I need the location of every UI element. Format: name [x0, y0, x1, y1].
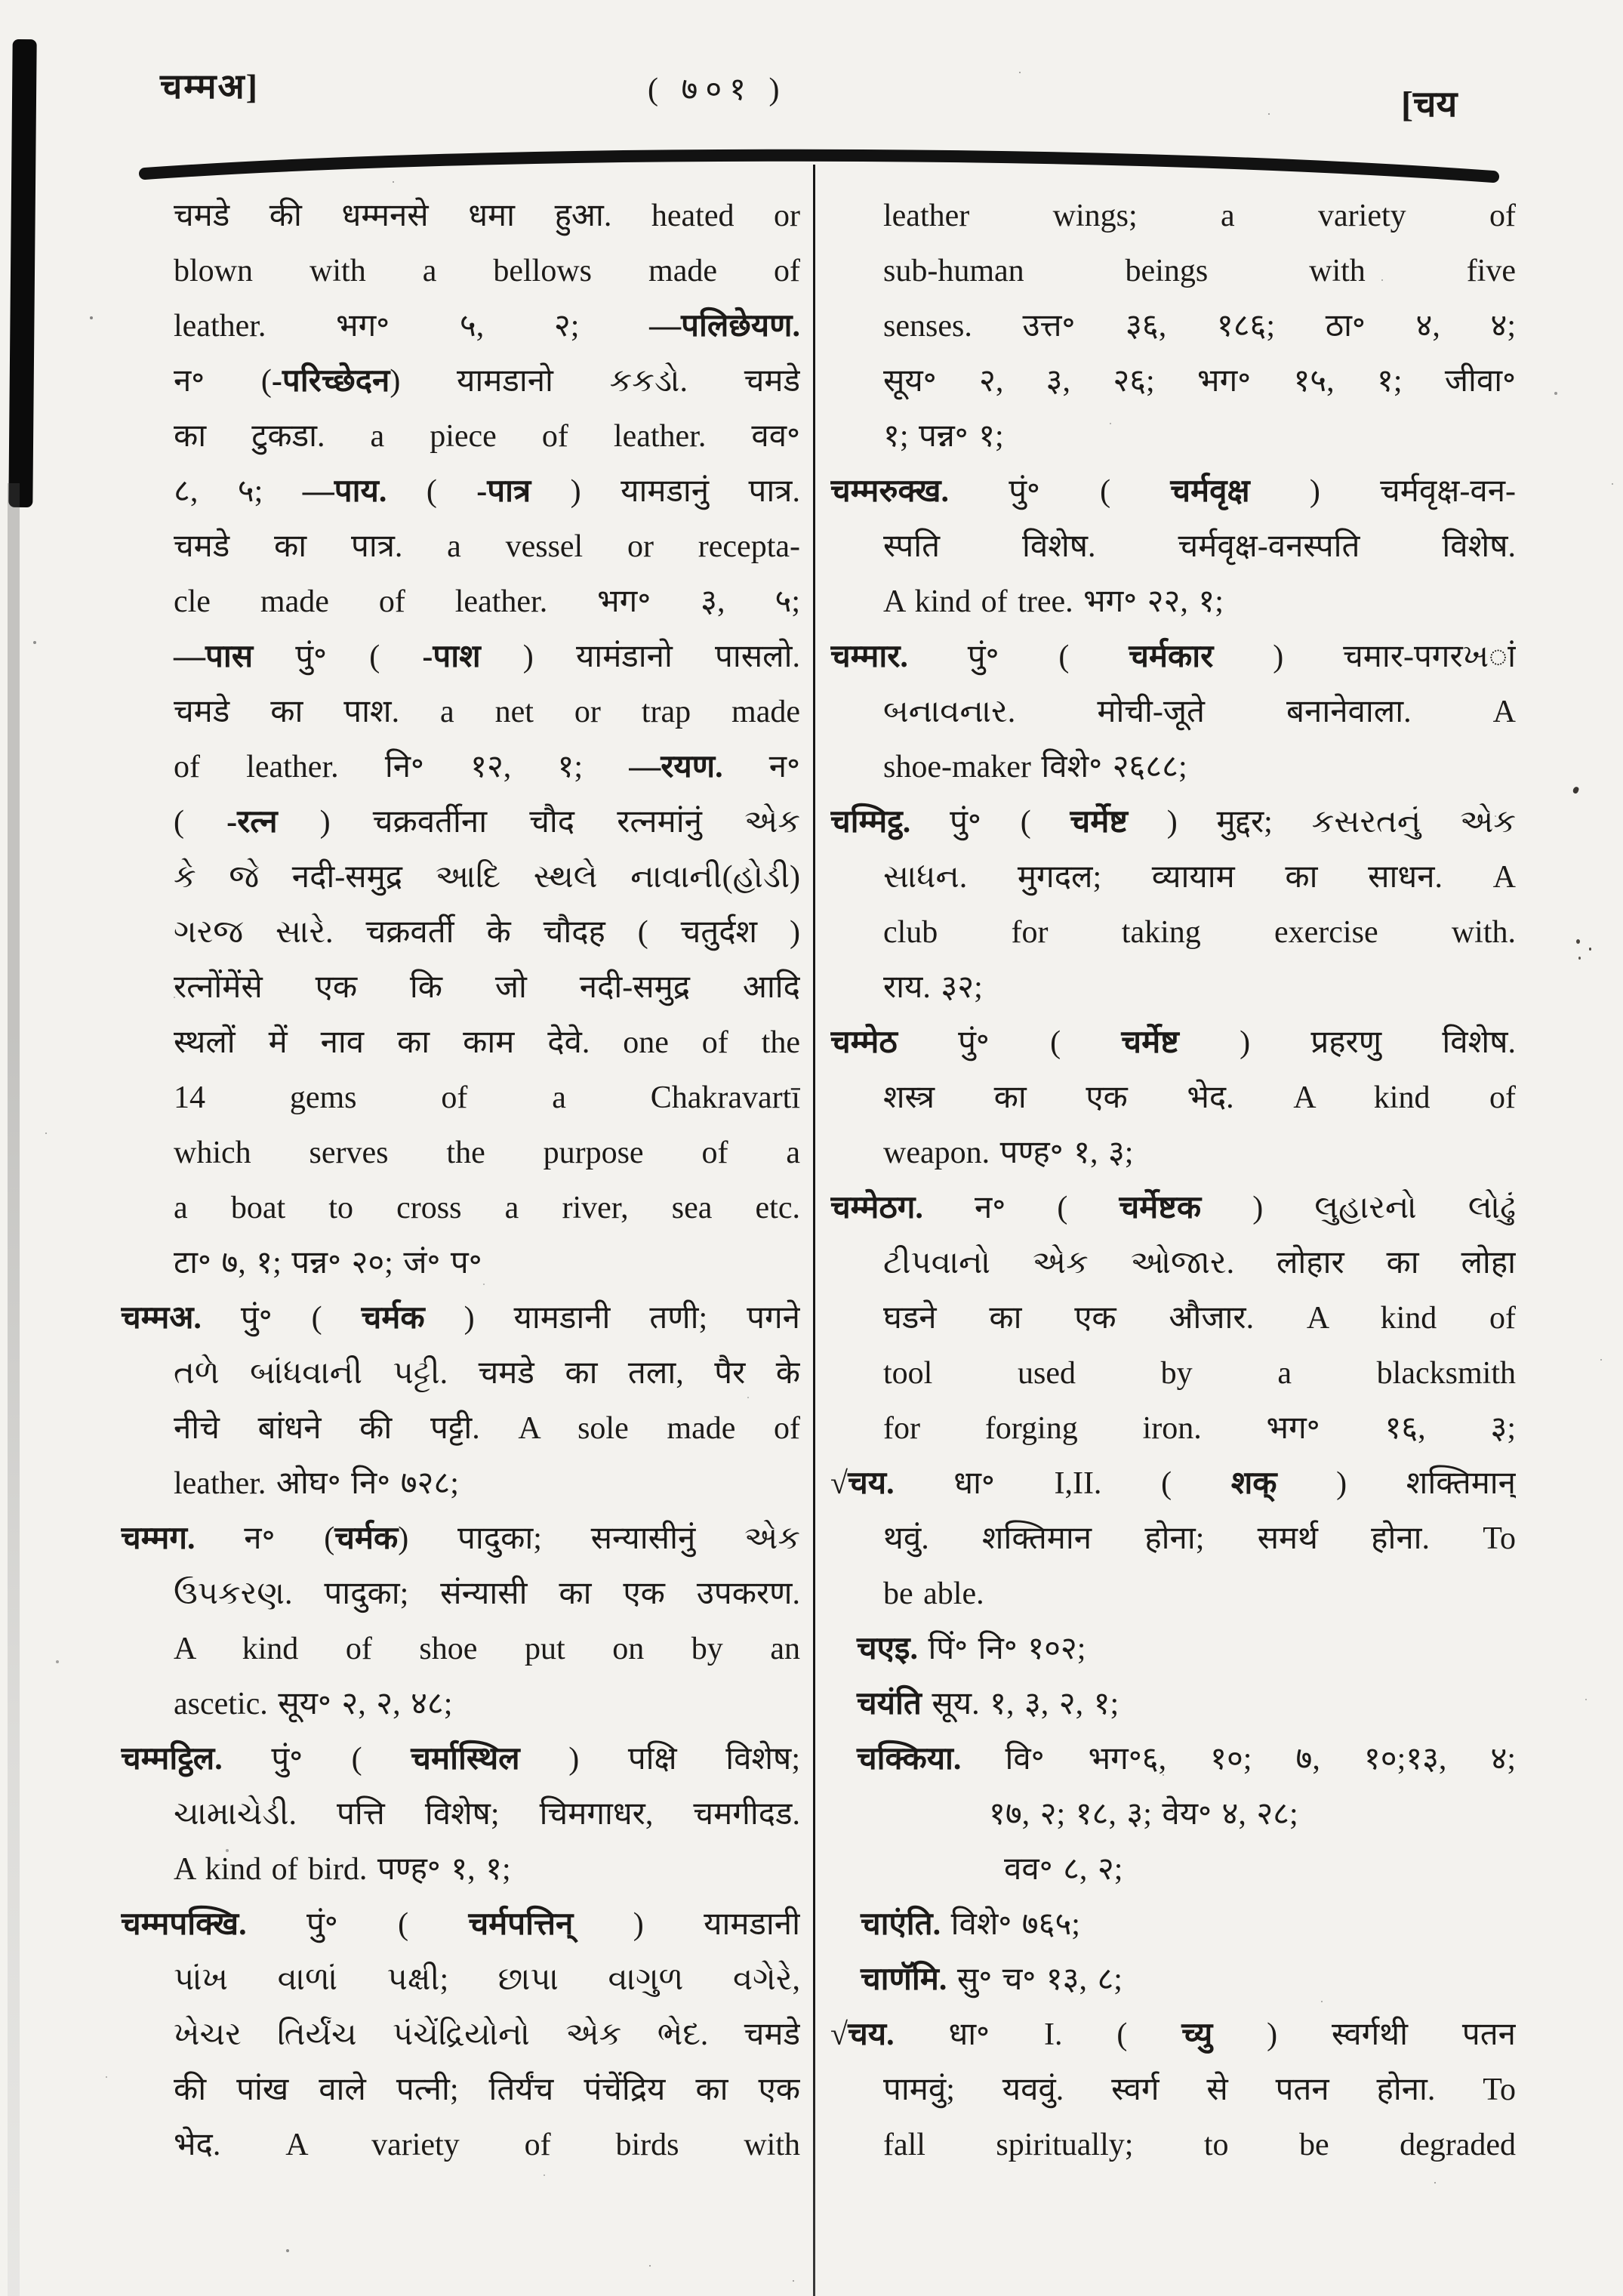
text-run: ) प्रहरणु विशेष.: [1178, 1025, 1516, 1060]
headword: —पास: [174, 639, 254, 674]
text-run: સાધન. मुगदल; व्यायाम का साधन. A: [883, 860, 1516, 895]
headword: चम्मट्ठिल.: [121, 1742, 223, 1777]
text-run: leather wings; a variety of: [883, 199, 1516, 233]
text-line: [121, 354, 800, 409]
headword: चम्मिट्ठ.: [830, 805, 911, 840]
ink-dots: [1576, 939, 1580, 944]
text-run: न॰ (: [195, 1521, 335, 1556]
text-run: सूय. १, ३, २, १;: [921, 1687, 1119, 1721]
text-run: घडने का एक औजार. A kind of: [883, 1301, 1516, 1336]
text-run: शस्त्र का एक भेद. A kind of: [883, 1080, 1516, 1115]
text-run: ) स्वर्गथी पतन: [1212, 2017, 1516, 2052]
text-run: ) यामडानी तणी; पगने: [424, 1301, 800, 1336]
text-run: स्थलों में नाव का काम देवे. one of the: [174, 1025, 800, 1060]
text-run: for forging iron. भग॰ १६, ३;: [883, 1411, 1516, 1446]
text-line: [830, 1181, 1516, 1236]
text-run: न॰ (: [922, 1191, 1119, 1225]
text-run: ચામાચેડી. पत्ति विशेष; चिमगाधर, चमगीदड.: [174, 1797, 800, 1832]
text-run: ઉપકરણ. पादुका; संन्यासी का एक उपकरण.: [174, 1576, 800, 1611]
text-run: १; पन्न॰ १;: [883, 419, 1004, 454]
text-run: ) चर्मवृक्ष-वन-: [1249, 474, 1516, 509]
text-line: [830, 1677, 1516, 1732]
text-run: पुं॰ (: [948, 474, 1171, 509]
text-line: [830, 409, 1516, 464]
text-run: ) मुद्दर; કસરતનું એક: [1127, 805, 1516, 840]
left-column: [121, 189, 800, 2173]
text-line: [121, 905, 800, 960]
text-run: ) पादुका; सन्यासीनुं એક: [398, 1521, 800, 1556]
header-catchword-right: [चय: [1401, 85, 1458, 125]
text-run: चमडे का पाश. a net or trap made: [174, 695, 800, 729]
text-run: पिं॰ नि॰ १०२;: [918, 1632, 1086, 1666]
text-line: [830, 354, 1516, 409]
text-line: [121, 850, 800, 905]
text-run: 14 gems of a Chakravartī: [174, 1080, 800, 1115]
text-run: पुं॰ (: [253, 639, 423, 674]
text-line: [830, 1346, 1516, 1401]
text-run: पुं॰ (: [222, 1742, 411, 1777]
text-line: [121, 1456, 800, 1512]
text-line: [121, 299, 800, 354]
headword: चम्मार.: [830, 639, 908, 674]
text-line: [830, 1401, 1516, 1456]
text-line: [121, 1842, 800, 1897]
text-run: सूय॰ २, ३, २६; भग॰ १५, १; जीवा॰: [883, 364, 1516, 399]
headword: -पाश: [422, 639, 481, 674]
text-run: वव॰ ८, २;: [1004, 1852, 1123, 1887]
text-line: [121, 2118, 800, 2173]
page-number: ( ७०१ ): [648, 72, 787, 107]
text-run: का टुकडा. a piece of leather. वव॰: [174, 419, 800, 454]
text-run: ) चमार-पगरખां: [1213, 639, 1516, 674]
headword: —पलिछेयण.: [649, 309, 800, 344]
text-run: ascetic. सूय॰ २, २, ४८;: [174, 1687, 453, 1721]
headword: चर्मकार: [1129, 639, 1214, 674]
text-line: [830, 795, 1516, 850]
text-run: leather. भग॰ ५, २;: [174, 309, 650, 344]
text-run: ) शक्तिमान्: [1277, 1466, 1516, 1501]
text-line: [830, 519, 1516, 575]
text-run: थवुं. शक्तिमान होना; समर्थ होना. To: [883, 1521, 1516, 1556]
text-run: club for taking exercise with.: [883, 915, 1516, 950]
headword: चक्किया.: [857, 1742, 962, 1777]
text-run: ८, ५;: [174, 474, 303, 509]
text-run: पुं॰ (: [201, 1301, 362, 1336]
text-run: be able.: [883, 1576, 984, 1611]
text-run: A kind of shoe put on by an: [174, 1632, 800, 1666]
text-line: [121, 740, 800, 795]
text-run: √: [830, 1466, 848, 1501]
text-run: राय. ३२;: [883, 970, 983, 1005]
headword: चएइ.: [857, 1632, 919, 1666]
text-run: which serves the purpose of a: [174, 1136, 800, 1170]
text-line: [121, 409, 800, 464]
text-line: [121, 1622, 800, 1677]
column-divider: [813, 165, 815, 2296]
text-line: [830, 1236, 1516, 1291]
headword: चर्मक: [334, 1521, 399, 1556]
text-line: [121, 244, 800, 299]
text-run: shoe-maker विशे॰ २६८८;: [883, 750, 1187, 784]
text-line: [121, 960, 800, 1015]
headword: च्यु: [1181, 2017, 1213, 2052]
text-line: [830, 189, 1516, 244]
ink-blot: [1572, 786, 1580, 794]
headword: चर्मवृक्ष: [1170, 474, 1250, 509]
text-run: (: [174, 805, 227, 840]
text-line: [830, 1291, 1516, 1346]
headword: चाएंति.: [861, 1907, 941, 1942]
scan-edge-artifact: [8, 39, 36, 507]
text-run: विशे॰ ७६५;: [941, 1907, 1080, 1942]
text-line: [830, 2008, 1516, 2063]
text-line: [830, 1787, 1516, 1842]
headword: -पात्र: [476, 474, 531, 509]
text-run: કે જે नदी-समुद्र આદિ સ્થલે નાવાની(હોડી): [174, 860, 800, 895]
headword: चम्मग.: [121, 1521, 196, 1556]
text-line: [830, 905, 1516, 960]
text-line: [830, 1952, 1516, 2008]
text-line: [830, 299, 1516, 354]
headword: चर्मास्थिल: [411, 1742, 520, 1777]
text-line: [121, 2008, 800, 2063]
text-line: [830, 685, 1516, 740]
text-run: cle made of leather. भग॰ ३, ५;: [174, 584, 800, 619]
text-line: [830, 630, 1516, 685]
text-run: senses. उत्त॰ ३६, १८६; ठा॰ ४, ४;: [883, 309, 1516, 344]
text-run: ) यामंडानो पासलो.: [480, 639, 800, 674]
text-run: ગરજ સારે. चक्रवर्ती के चौदह ( चतुर्दश ): [174, 915, 800, 950]
text-run: sub-human beings with five: [883, 254, 1516, 288]
headword: चम्मअ.: [121, 1301, 202, 1336]
text-run: चमडे का पात्र. a vessel or recepta-: [174, 529, 800, 564]
text-line: [830, 1512, 1516, 1567]
text-line: [121, 685, 800, 740]
text-run: पुं॰ (: [897, 1025, 1122, 1060]
headword: -रत्न: [226, 805, 278, 840]
text-line: [121, 630, 800, 685]
text-run: ) લુહારનો લોઢું: [1201, 1191, 1516, 1225]
text-run: tool used by a blacksmith: [883, 1356, 1516, 1391]
text-run: भेद. A variety of birds with: [174, 2128, 800, 2162]
text-run: બનાવનાર. मोची-जूते बनानेवाला. A: [883, 695, 1516, 729]
text-run: पुं॰ (: [246, 1907, 469, 1942]
text-run: તળે બાંધવાની પટ્ટી. चमडे का तला, पैर के: [174, 1356, 800, 1391]
text-line: [830, 1126, 1516, 1181]
text-run: ) यामडानी: [573, 1907, 800, 1942]
text-line: [121, 795, 800, 850]
headword: —पाय.: [302, 474, 387, 509]
scan-edge-shadow: [8, 483, 20, 2296]
text-line: [121, 575, 800, 630]
headword: -परिच्छेदन: [271, 364, 390, 399]
text-run: √: [830, 2017, 848, 2052]
text-line: [830, 960, 1516, 1015]
text-run: weapon. पण्ह॰ १, ३;: [883, 1136, 1134, 1170]
text-run: leather. ओघ॰ नि॰ ७२८;: [174, 1466, 459, 1501]
text-line: [121, 1071, 800, 1126]
text-run: ) यामडानो કકડો. चमडे: [390, 364, 800, 399]
text-run: a boat to cross a river, sea etc.: [174, 1191, 800, 1225]
text-line: [830, 1732, 1516, 1787]
text-line: [121, 1401, 800, 1456]
text-line: [121, 519, 800, 575]
text-line: [830, 850, 1516, 905]
text-line: [121, 1181, 800, 1236]
headword: चम्मेठग.: [830, 1191, 923, 1225]
text-run: पुं॰ (: [910, 805, 1070, 840]
text-run: A kind of bird. पण्ह॰ १, १;: [174, 1852, 511, 1887]
headword: चय.: [848, 2017, 895, 2052]
text-line: [121, 1567, 800, 1622]
text-line: [830, 464, 1516, 519]
text-line: [121, 1346, 800, 1401]
text-run: चमडे की धम्मनसे धमा हुआ. heated or: [174, 199, 800, 233]
text-run: रत्नोंमेंसे एक कि जो नदी-समुद्र आदि: [174, 970, 800, 1005]
headword: चर्मेष्ट: [1121, 1025, 1179, 1060]
headword: चय.: [848, 1466, 895, 1501]
text-line: [121, 1512, 800, 1567]
text-line: [830, 1897, 1516, 1952]
text-run: fall spiritually; to be degraded: [883, 2128, 1516, 2162]
text-run: न॰ (: [174, 364, 272, 399]
headword: शक्: [1230, 1466, 1277, 1501]
text-line: [121, 464, 800, 519]
text-run: पामवुं; यववुं. स्वर्ग से पतन होना. To: [883, 2073, 1516, 2107]
text-line: [830, 1842, 1516, 1897]
header-catchword-left: चम्मअ]: [160, 67, 259, 106]
text-line: [830, 1622, 1516, 1677]
text-run: (: [387, 474, 477, 509]
text-line: [121, 1732, 800, 1787]
text-line: [121, 1236, 800, 1291]
text-line: [830, 2118, 1516, 2173]
text-run: पुं॰ (: [907, 639, 1129, 674]
text-line: [121, 1291, 800, 1346]
text-line: [121, 1015, 800, 1071]
text-run: स्पति विशेष. चर्मवृक्ष-वनस्पति विशेष.: [883, 529, 1516, 564]
text-run: न॰: [722, 750, 800, 784]
text-run: ) पक्षि विशेष;: [519, 1742, 800, 1777]
text-line: [830, 1015, 1516, 1071]
text-line: [121, 189, 800, 244]
text-run: A kind of tree. भग॰ २२, १;: [883, 584, 1224, 619]
text-run: blown with a bellows made of: [174, 254, 800, 288]
text-line: [121, 1952, 800, 2008]
text-line: [121, 1126, 800, 1181]
text-run: of leather. नि॰ १२, १;: [174, 750, 630, 784]
text-run: धा॰ I,II. (: [894, 1466, 1231, 1501]
text-line: [830, 1567, 1516, 1622]
text-run: वि॰ भग॰६, १०; ७, १०;१३, ४;: [961, 1742, 1516, 1777]
text-line: [830, 740, 1516, 795]
headword: चम्मपक्खि.: [121, 1907, 247, 1942]
text-line: [121, 1897, 800, 1952]
text-run: १७, २; १८, ३; वेय॰ ४, २८;: [989, 1797, 1298, 1832]
text-line: [121, 1787, 800, 1842]
text-line: [121, 1677, 800, 1732]
text-line: [830, 1071, 1516, 1126]
text-line: [121, 2063, 800, 2118]
headword: चर्मेष्ट: [1070, 805, 1128, 840]
headword: चयंति: [857, 1687, 922, 1721]
text-run: પાંખ વાળાં પક્ષી; છાપા વાગુળ વગેરે,: [174, 1962, 800, 1997]
headword: चर्मक: [361, 1301, 425, 1336]
headword: चम्मरुक्ख.: [830, 474, 949, 509]
right-column: [830, 189, 1516, 2173]
text-line: [830, 1456, 1516, 1512]
text-line: [830, 575, 1516, 630]
headword: चर्मपत्तिन्: [468, 1907, 574, 1942]
headword: —रयण.: [629, 750, 723, 784]
text-run: टा॰ ७, १; पन्न॰ २०; जं॰ प॰: [174, 1246, 482, 1281]
text-run: धा॰ I. (: [894, 2017, 1182, 2052]
text-run: ટીપવાનો એક ઓજાર. लोहार का लोहा: [883, 1246, 1516, 1281]
headword: चाणॅमि.: [861, 1962, 947, 1997]
headword: चम्मेठ: [830, 1025, 898, 1060]
text-line: [830, 2063, 1516, 2118]
text-run: ખેચર તિર્યંચ પંચેંદ્રિયોનો એક ભેદ. चमडे: [174, 2017, 800, 2052]
text-run: की पांख वाले पत्नी; तिर्यंच पंचेंद्रिय का एक: [174, 2073, 800, 2107]
text-run: ) यामडानुं पात्र.: [531, 474, 800, 509]
headword: चर्मेष्टक: [1119, 1191, 1202, 1225]
text-run: नीचे बांधने की पट्टी. A sole made of: [174, 1411, 800, 1446]
text-run: ) चक्रवर्तीना चौद रत्नमांनुं એક: [277, 805, 800, 840]
text-line: [830, 244, 1516, 299]
text-run: सु॰ च॰ १३, ८;: [947, 1962, 1123, 1997]
